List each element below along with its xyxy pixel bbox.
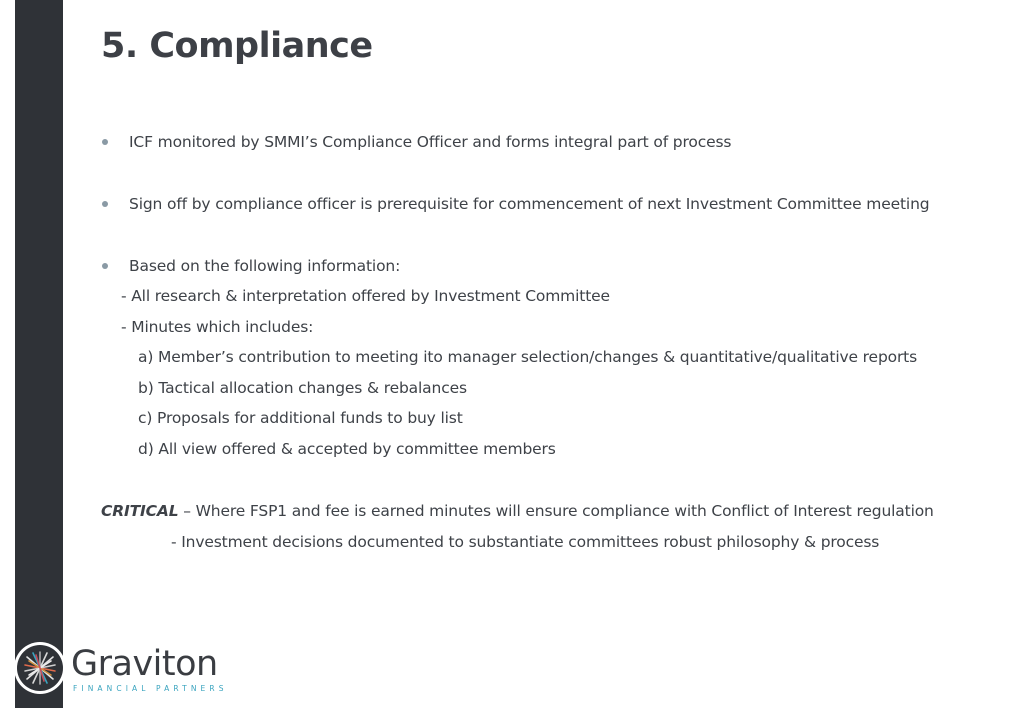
bullet-item: ICF monitored by SMMI’s Compliance Officer and forms integral part of process: [129, 133, 732, 151]
graviton-star-logo-icon: [17, 645, 63, 691]
brand-tagline: FINANCIAL PARTNERS: [73, 684, 228, 693]
bullet-marker: [102, 263, 108, 269]
critical-note: [101, 501, 934, 521]
minutes-item: b) Tactical allocation changes & rebalances: [138, 379, 467, 397]
minutes-item: d) All view offered & accepted by committee members: [138, 440, 556, 458]
brand-logo: [14, 642, 66, 694]
bullet-item: Sign off by compliance officer is prerequisite for commencement of next Investment Committee meeting: [129, 195, 930, 213]
bullet-marker: [102, 139, 108, 145]
sub-item: - Minutes which includes:: [121, 318, 314, 336]
bullet-item: Based on the following information:: [129, 257, 401, 275]
bullet-marker: [102, 201, 108, 207]
brand-name: Graviton: [71, 644, 218, 684]
minutes-item: a) Member’s contribution to meeting ito manager selection/changes & quantitative/qualitative reports: [138, 348, 918, 366]
critical-text: – Where FSP1 and fee is earned minutes will ensure compliance with Conflict of Interest regulation: [178, 502, 934, 520]
critical-label: CRITICAL: [101, 502, 179, 520]
sidebar-bar: [15, 0, 63, 708]
minutes-item: c) Proposals for additional funds to buy list: [138, 409, 463, 427]
sub-item: - All research & interpretation offered by Investment Committee: [121, 287, 610, 305]
critical-sub-note: - Investment decisions documented to substantiate committees robust philosophy & process: [171, 533, 880, 551]
page-title: 5. Compliance: [101, 26, 373, 66]
